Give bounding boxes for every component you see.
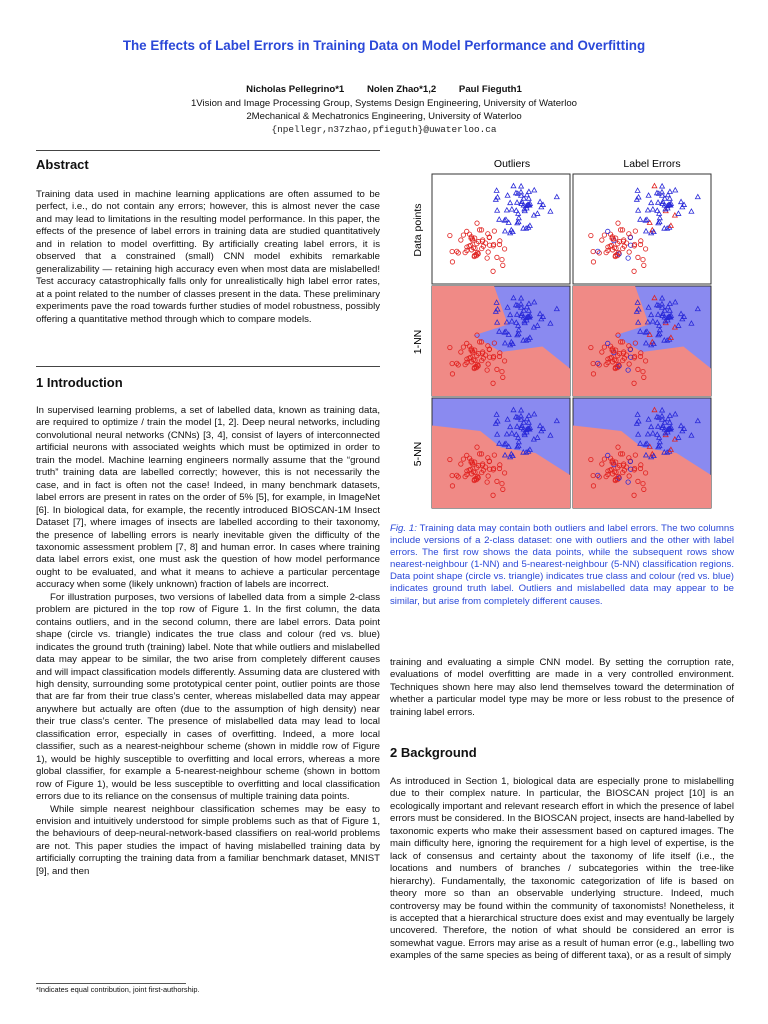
affiliation: 1Vision and Image Processing Group, Systems Design Engineering, University of Waterloo <box>190 98 578 109</box>
intro-paragraph: In supervised learning problems, a set of labelled data, known as training data, are required to optimize / train the model [1, 2]. Deep neural networks, including convolutional neural networks (CNNs) [3, 4], consist of layers of interconnected artificial neurons with associated weights which must be optimized in order to train the model. Machine learning engineers normally assume that the “ground truth” training data are labelled correctly; however, this is not necessarily the case, and in fact is often not the case! Indeed, in many benchmark datasets, label errors are present in rates on the order of 5% [5], for example, in ImageNet [6]. In biological data, for example, the recently introduced BIOSCAN-1M Insect Dataset [7], where images of insects are labelled according to their taxonomy, the presence of labelling errors is nearly inevitable given the difficulty of the taxonomic assessment problem [7, 8] and human error. In cases where training data label errors exist, one must ask the question of how model performance ought to be evaluated, and what it means to achieve a particular percentage accuracy when some (likely unknown) fraction of labels are incorrect. <box>36 405 380 591</box>
background-heading: 2 Background <box>390 745 477 760</box>
intro-text <box>36 405 380 878</box>
intro-paragraph: For illustration purposes, two versions of labelled data from a simple 2-class problem are pictured in the top row of Figure 1. In the first column, the data contains outliers, and in the second column, there are label errors. Data point shape (circle vs. triangle) indicates the true class and colour (red vs. blue) indicates the ground truth (training) label. Note that while outliers and mislabelled data may appear to be similar, the two arise from completely different causes and will impact classification models differently. Assuming data are clustered with high density, surrounding some prototypical center point, outlier points are those that are far from their true class’s center, whereas mislabelled data may appear anywhere but actually are often (due to the assumption of high density) near their true class’s center. The presence of mislabelled data may lead to local classification error, especially in cases of overfitting. Indeed, a more local classifier, such as a nearest-neighbour scheme (shown in middle row of Figure 1), would be highly susceptible to overfitting and local errors, whereas a more global classifier, for example a 5-nearest-neighbour scheme (shown in bottom row of Figure 1), would be less susceptible to overfitting and local classification errors due to its reliance on the consensus of multiple training data points. <box>36 591 380 803</box>
figure-1-grid <box>390 150 740 520</box>
paper-title: The Effects of Label Errors in Training Data on Model Performance and Overfitting <box>122 38 646 53</box>
caption-label: Fig. 1: <box>390 523 417 534</box>
intro-paragraph: While simple nearest neighbour classification schemes may be easy to envision and intuitively understood for simple problems such as that of Figure 1, the behaviours of deep-neural-network-based classifiers on real-world problems are not. This paper studies the impact of having mislabelled training data by artificially corrupting the training data from a familiar benchmark dataset, MNIST [9], and then <box>36 803 380 877</box>
abstract-paragraph: Training data used in machine learning applications are often assumed to be perfect, i.e., do not contain any errors; however, this is almost never the case and may lead to limitations in the resulting model performance. In this paper, the effects of the presence of label errors in training data are studied quantitatively and in relation to model overfitting. By artificially creating label errors, it is observed that a constrained (small) CNN model exhibits remarkable generalizability — retaining high accuracy even when most data are mislabelled! Test accuracy catastrophically falls only for unrealistically high label error rates, at a point related to the number of classes present in the data. These preliminary experiments pave the road towards further studies of model robustness, possibly offering a quantitative method through which to compare models. <box>36 189 380 325</box>
paragraph: As introduced in Section 1, biological data are especially prone to mislabelling due to their complex nature. In particular, the BIOSCAN project [10] is an ecologically important and relevant research effort in which the presence of label errors must be considered. In the BIOSCAN project, insects are hand-labelled by taxonomic experts who make their assessment based on captured images. The main difficulty here, ignoring the requirement for a high level of expertise, is the lack of consensus and certainty about the taxonomy of life itself (i.e., the locations and numbers of branches / subcategories within the tree-like hierarchy). Fundamentally, the taxonomic categorization of life is based on theory more so than an observable underlying structure. Indeed, much controversy may be found within the community of taxonomists! Nonetheless, it is accepted that a hierarchical structure does exist and may eventually be largely uncovered. Therefore, the notion of what should be considered an error is somewhat vague. Errors may arise as a result of human error (e.g., labelling two examples of the same species as being of different taxa), or as a result of simply <box>390 776 734 962</box>
intro-heading: 1 Introduction <box>36 375 123 390</box>
author: Nolen Zhao*1,2 <box>366 84 437 95</box>
figure-1 <box>390 150 740 520</box>
paragraph: training and evaluating a simple CNN model. By setting the corruption rate, evaluations of model overfitting are made in a very controlled environment. Techniques shown here may also lend themselves toward the determination of whether a particular model type may be more or less robust to the presence of training label errors. <box>390 657 734 718</box>
continued-text <box>390 657 734 719</box>
column-header: Label Errors <box>623 158 681 170</box>
row-label: 5-NN <box>412 441 424 467</box>
caption-text: Training data may contain both outliers and label errors. The two columns include versions of a 2-class dataset: one with outliers and the other with label errors. The first row shows the data points, while the subsequent rows show nearest-neighbour (1-NN) and 5-nearest-neighbour (5-NN) classification regions. Data point shape (circle vs. triangle) indicates true class and colour (red vs. blue) indicates ground truth label. Outliers and mislabelled data may appear to be similar, but arise from completely different causes. <box>390 523 734 607</box>
abstract-text <box>36 189 380 326</box>
figure-caption <box>390 523 734 608</box>
section-rule <box>36 366 380 367</box>
column-header: Outliers <box>493 158 531 170</box>
abstract-heading: Abstract <box>36 157 89 172</box>
panel-frame <box>432 174 570 284</box>
affiliation: 2Mechanical & Mechatronics Engineering, University of Waterloo <box>246 111 522 122</box>
footnote-rule <box>36 983 186 984</box>
row-label: Data points <box>412 203 424 257</box>
section-rule <box>36 150 380 151</box>
author-list <box>0 84 768 95</box>
author: Paul Fieguth1 <box>458 84 522 95</box>
author-email: {npellegr,n37zhao,pfieguth}@uwaterloo.ca <box>271 124 497 135</box>
author: Nicholas Pellegrino*1 <box>246 84 345 95</box>
footnote: *Indicates equal contribution, joint first-authorship. <box>36 985 200 994</box>
row-label: 1-NN <box>412 329 424 355</box>
panel-frame <box>573 174 711 284</box>
background-text <box>390 776 734 963</box>
